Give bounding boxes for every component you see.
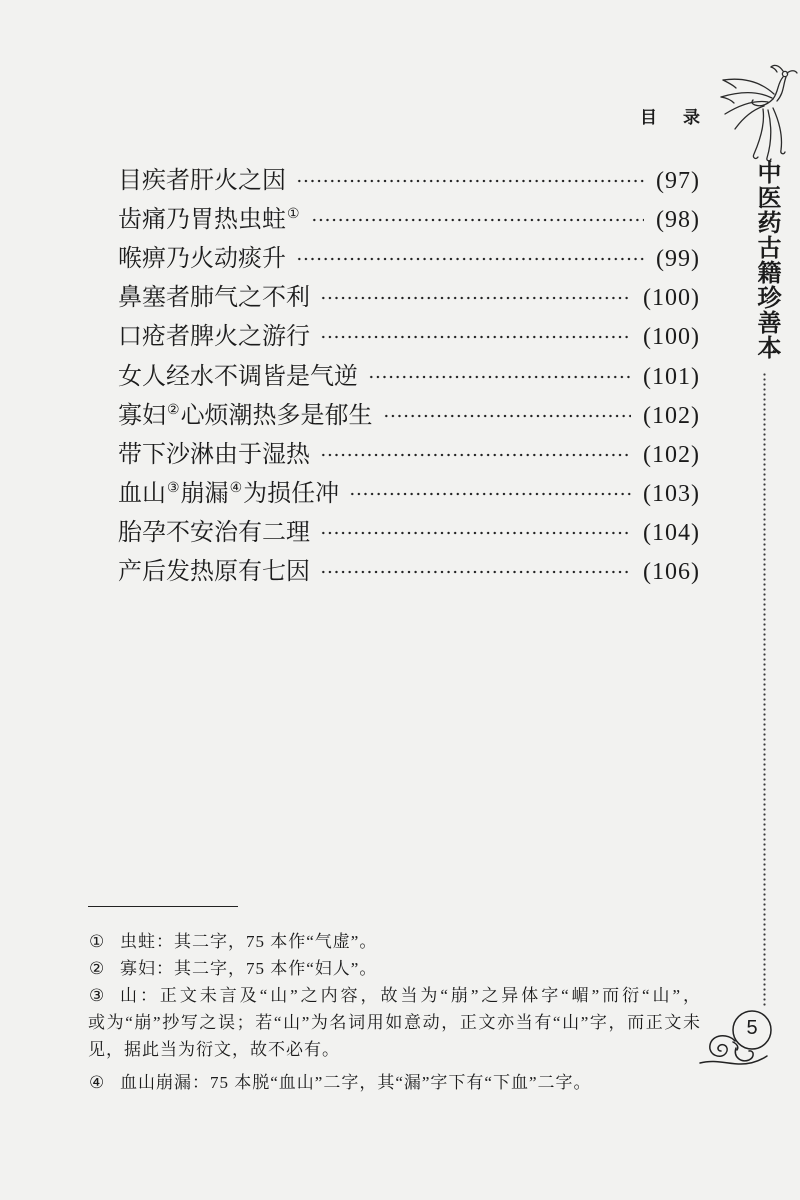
toc-entry-text: 心烦潮热多是郁生 <box>180 402 373 429</box>
fore-edge-dotted-rule <box>763 372 766 1008</box>
dot-leader <box>368 375 631 379</box>
toc-entry-text: 血山 <box>118 481 166 508</box>
toc-entry-title <box>118 521 310 545</box>
toc-entry-text: 喉痹乃火动痰升 <box>118 245 286 272</box>
toc-entry-page: (101) <box>643 363 700 390</box>
footnote-ref: ② <box>167 402 180 418</box>
dot-leader <box>320 453 631 457</box>
footnote-ref: ① <box>287 206 300 222</box>
table-of-contents <box>118 161 700 592</box>
toc-entry-page: (102) <box>643 402 700 429</box>
footnote-marker: ③ <box>89 986 105 1005</box>
dot-leader <box>349 492 631 496</box>
series-title: 中医药古籍珍善本 <box>753 160 779 360</box>
toc-entry-text: 胎孕不安治有二理 <box>118 520 310 547</box>
running-head: 目录 <box>640 108 726 127</box>
footnote-marker: ② <box>89 959 105 978</box>
toc-entry-title <box>118 325 310 349</box>
toc-entry <box>118 553 700 592</box>
footnote-1 <box>0 931 800 953</box>
footnote-marker: ④ <box>89 1073 105 1092</box>
toc-entry-text: 产后发热原有七因 <box>118 559 310 586</box>
dot-leader <box>320 335 631 339</box>
footnote-text: 寡妇：其二字，75 本作“妇人”。 <box>120 959 378 978</box>
dot-leader <box>296 179 644 183</box>
toc-entry-text: 齿痛乃胃热虫蛀 <box>118 206 286 233</box>
toc-entry <box>118 514 700 553</box>
toc-entry-text: 目疾者肝火之因 <box>118 167 286 194</box>
dot-leader <box>320 570 631 574</box>
toc-entry <box>118 239 700 278</box>
dot-leader <box>383 414 631 418</box>
toc-entry-page: (104) <box>643 520 700 547</box>
toc-entry <box>118 357 700 396</box>
dot-leader <box>311 218 644 222</box>
toc-entry-title <box>118 482 339 506</box>
toc-entry-page: (103) <box>643 481 700 508</box>
toc-entry <box>118 475 700 514</box>
footnote-ref: ④ <box>229 481 243 497</box>
footnote-separator <box>88 906 238 907</box>
toc-entry-title <box>118 286 310 310</box>
toc-entry-page: (102) <box>643 441 700 468</box>
toc-entry-page: (98) <box>656 206 700 233</box>
toc-entry-page: (106) <box>643 559 700 586</box>
toc-entry <box>118 396 700 435</box>
toc-entry-text: 女人经水不调皆是气逆 <box>118 363 358 390</box>
crane-icon <box>716 58 798 162</box>
footnote-2 <box>0 958 800 980</box>
toc-entry-text: 崩漏 <box>180 481 229 508</box>
footnote-text: 虫蛀：其二字，75 本作“气虚”。 <box>120 932 378 951</box>
footnote-text: 或为“崩”抄写之误；若“山”为名词用如意动，正文亦当有“山”字，而正文未 <box>88 1013 700 1032</box>
dot-leader <box>320 296 631 300</box>
toc-entry-page: (100) <box>643 324 700 351</box>
toc-entry-text: 为损任冲 <box>243 481 340 508</box>
footnote-ref: ③ <box>167 481 180 497</box>
toc-entry <box>118 161 700 200</box>
dot-leader <box>296 257 644 261</box>
toc-entry <box>118 200 700 239</box>
footnote-marker: ① <box>89 932 105 951</box>
footnote-4 <box>0 1072 800 1094</box>
footnote-text: 血山崩漏：75 本脱“血山”二字，其“漏”字下有“下血”二字。 <box>120 1073 592 1092</box>
footnote-3 <box>0 985 800 1059</box>
footnote-text: 山：正文未言及“山”之内容，故当为“崩”之异体字“嵋”而衍“山”， <box>120 986 700 1005</box>
dot-leader <box>320 531 631 535</box>
page-number: 5 <box>746 1017 758 1039</box>
toc-entry-page: (100) <box>643 285 700 312</box>
toc-entry <box>118 435 700 474</box>
footnote-text: 见，据此当为衍文，故不必有。 <box>88 1040 340 1059</box>
toc-entry-title <box>118 169 286 193</box>
toc-entry-text: 鼻塞者肺气之不利 <box>118 285 310 312</box>
toc-entry <box>118 318 700 357</box>
toc-entry-page: (99) <box>656 245 700 272</box>
toc-entry-text: 带下沙淋由于湿热 <box>118 441 310 468</box>
toc-entry-title <box>118 443 310 467</box>
toc-entry-text: 口疮者脾火之游行 <box>118 324 310 351</box>
toc-entry-title <box>118 404 373 428</box>
toc-entry-title <box>118 208 301 232</box>
toc-entry <box>118 279 700 318</box>
toc-entry-title <box>118 247 286 271</box>
toc-entry-title <box>118 365 358 389</box>
toc-entry-page: (97) <box>656 167 700 194</box>
toc-entry-text: 寡妇 <box>118 402 166 429</box>
toc-entry-title <box>118 560 310 584</box>
